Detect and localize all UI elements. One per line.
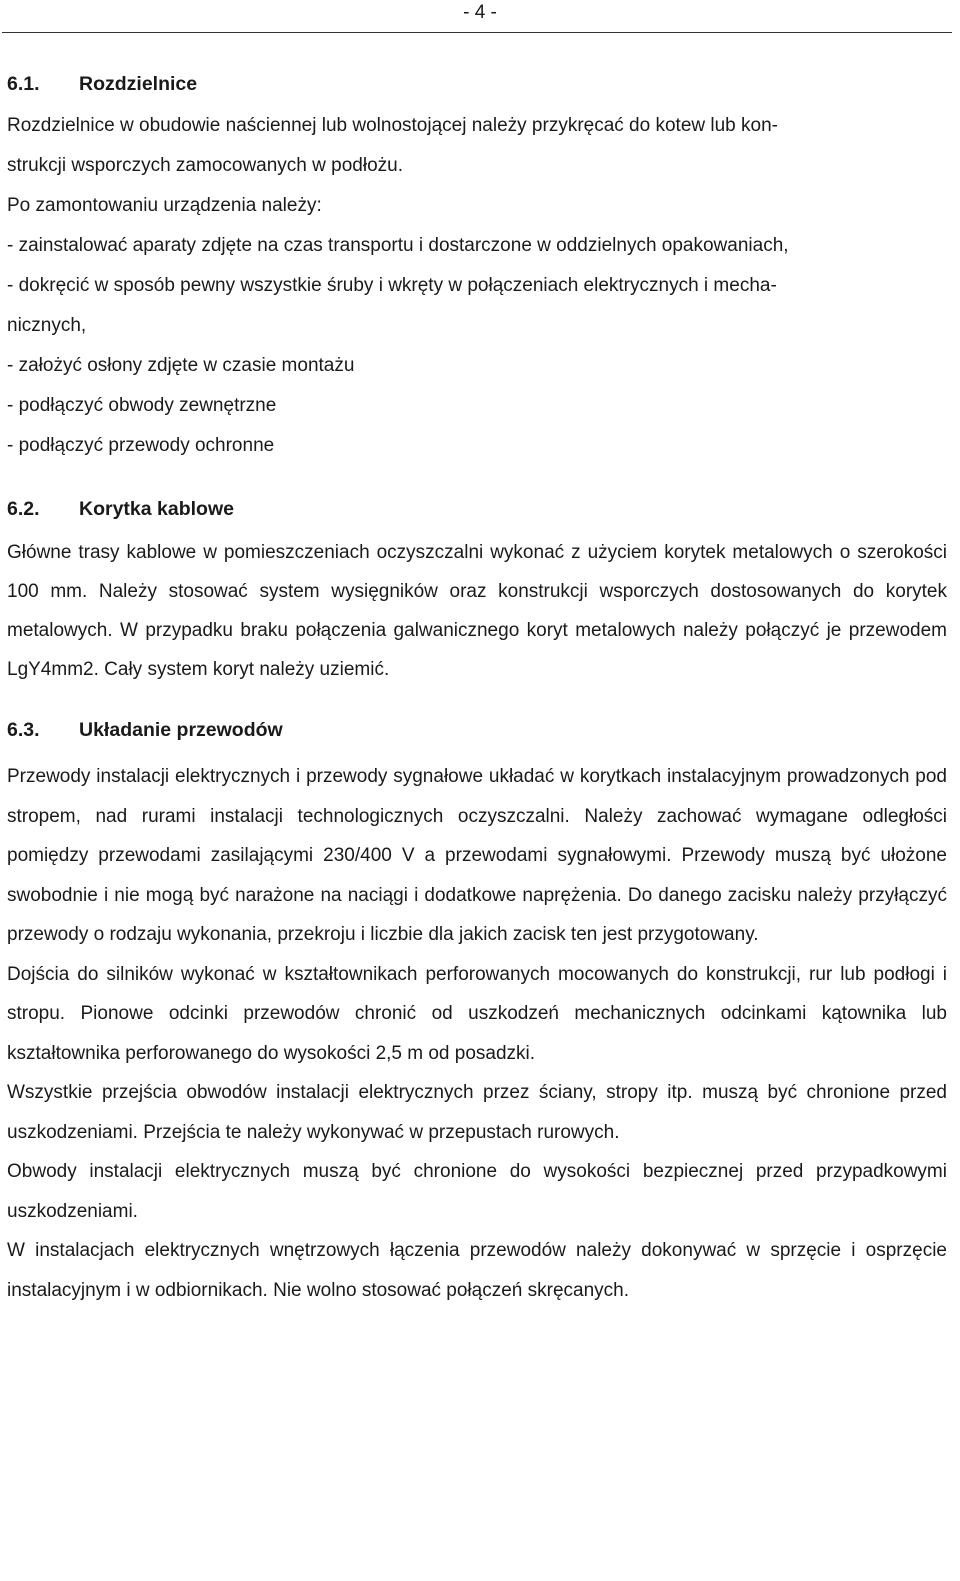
section-6-1-line: Rozdzielnice w obudowie naściennej lub wolnostojącej należy przykręcać do kotew lub kon- bbox=[7, 115, 778, 136]
document-body bbox=[7, 66, 947, 1310]
list-item: nicznych, bbox=[7, 315, 87, 336]
list-item: - założyć osłony zdjęte w czasie montażu bbox=[7, 355, 355, 376]
section-title: Układanie przewodów bbox=[79, 719, 283, 741]
list-item: - dokręcić w sposób pewny wszystkie śruby i wkręty w połączeniach elektrycznych i mecha- bbox=[7, 275, 777, 296]
section-6-3-heading bbox=[7, 712, 947, 748]
header-rule bbox=[2, 32, 952, 33]
section-6-2-body: Główne trasy kablowe w pomieszczeniach oczyszczalni wykonać z użyciem korytek metalowych o szerokości 100 mm. Należy stosować system wysięgników oraz konstrukcji wsporczych dostosowanych do korytek metalowych. W przypadku braku połączenia galwanicznego koryt metalowych należy połączyć je przewodem LgY4mm2. Cały system koryt należy uziemić. bbox=[7, 542, 947, 680]
section-6-3-paragraph: Przewody instalacji elektrycznych i przewody sygnałowe układać w korytkach instalacyjnym prowadzonych pod stropem, nad rurami instalacji technologicznych oczyszczalni. Należy zachować wymagane odległości pomiędzy przewodami zasilającymi 230/400 V a przewodami sygnałowymi. Przewody muszą być ułożone swobodnie i nie mogą być narażone na naciągi i dodatkowe naprężenia. Do danego zacisku należy przyłączyć przewody o rodzaju wykonania, przekroju i liczbie dla jakich zacisk ten jest przygotowany. bbox=[7, 766, 947, 945]
section-number: 6.2. bbox=[7, 498, 40, 520]
list-item: - podłączyć przewody ochronne bbox=[7, 435, 275, 456]
section-6-1-heading bbox=[7, 66, 947, 102]
section-6-3-paragraph: Wszystkie przejścia obwodów instalacji elektrycznych przez ściany, stropy itp. muszą być chronione przed uszkodzeniami. Przejścia te należy wykonywać w przepustach rurowych. bbox=[7, 1082, 947, 1143]
list-item: - podłączyć obwody zewnętrzne bbox=[7, 395, 277, 416]
section-title: Rozdzielnice bbox=[79, 73, 198, 95]
list-item: - zainstalować aparaty zdjęte na czas transportu i dostarczone w oddzielnych opakowaniach, bbox=[7, 235, 789, 256]
section-6-3-paragraph: Dojścia do silników wykonać w kształtownikach perforowanych mocowanych do konstrukcji, rur lub podłogi i stropu. Pionowe odcinki przewodów chronić od uszkodzeń mechanicznych odcinkami kątownika lub kształtownika perforowanego do wysokości 2,5 m od posadzki. bbox=[7, 963, 947, 1064]
section-6-1-intro: Po zamontowaniu urządzenia należy: bbox=[7, 195, 322, 216]
section-title: Korytka kablowe bbox=[79, 498, 234, 520]
section-6-3-paragraph: W instalacjach elektrycznych wnętrzowych łączenia przewodów należy dokonywać w sprzęcie i osprzęcie instalacyjnym i w odbiornikach. Nie wolno stosować połączeń skręcanych. bbox=[7, 1240, 947, 1301]
section-number: 6.1. bbox=[7, 73, 40, 95]
section-6-3-paragraph: Obwody instalacji elektrycznych muszą być chronione do wysokości bezpiecznej przed przypadkowymi uszkodzeniami. bbox=[7, 1161, 947, 1222]
section-6-1-line: strukcji wsporczych zamocowanych w podłożu. bbox=[7, 155, 403, 176]
page-number: - 4 - bbox=[463, 2, 497, 23]
section-6-2-heading bbox=[7, 491, 947, 527]
section-number: 6.3. bbox=[7, 719, 40, 741]
